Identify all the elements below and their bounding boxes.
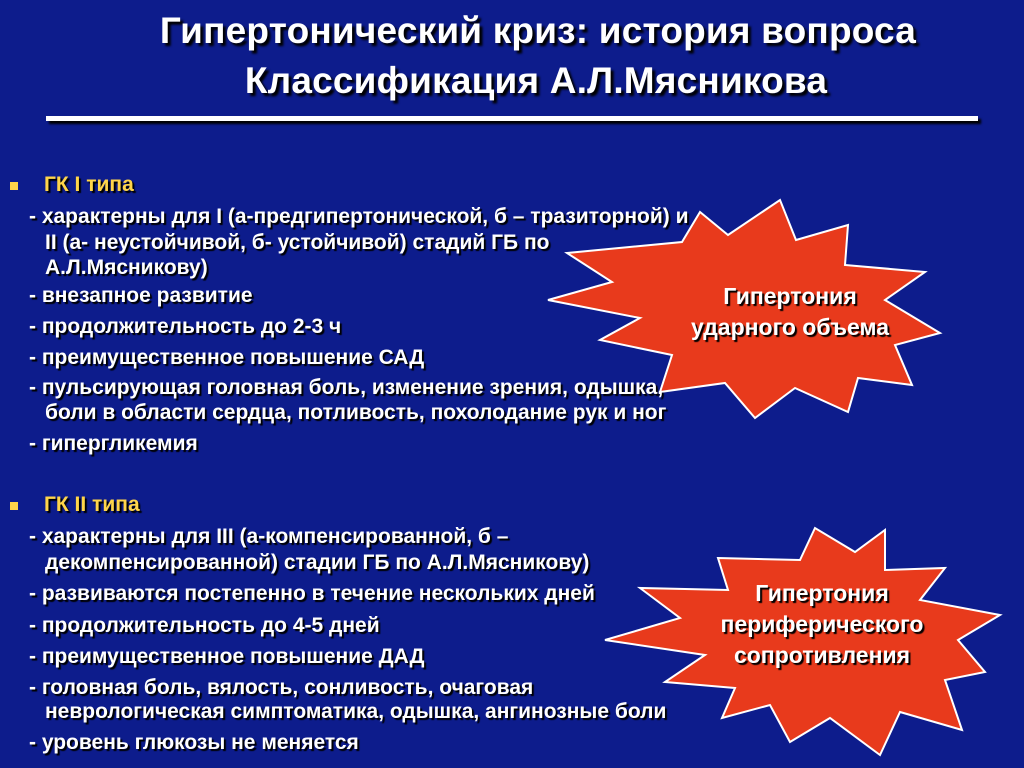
section-line: - пульсирующая головная боль, изменение зрения, одышка,: [29, 376, 664, 399]
bullet-icon: [10, 182, 18, 190]
section-line: - головная боль, вялость, сонливость, очаговая: [29, 676, 534, 699]
section-line: - гипергликемия: [29, 432, 198, 455]
section-line: - преимущественное повышение САД: [29, 346, 425, 369]
section-heading: ГК I типа: [44, 173, 134, 196]
section-line: - характерны для I (а-предгипертонической, б – тразиторной) и: [29, 205, 689, 228]
section-line: II (а- неустойчивой, б- устойчивой) стадий ГБ по: [45, 231, 550, 254]
callout-2-line3: сопротивления: [733, 642, 911, 668]
section-line: - развиваются постепенно в течение нескольких дней: [29, 582, 595, 605]
callout-2-line2: периферического: [720, 611, 924, 637]
section-line: - характерны для III (а-компенсированной, б –: [29, 525, 509, 548]
slide-title-line2: Классификация А.Л.Мясникова: [244, 60, 828, 101]
callout-1: [640, 281, 940, 343]
section-line: А.Л.Мясникову): [45, 256, 208, 279]
section-line: - уровень глюкозы не меняется: [29, 731, 359, 754]
bullet-icon: [10, 502, 18, 510]
section-line: - продолжительность до 2-3 ч: [29, 315, 342, 338]
callout-2-line1: Гипертония: [755, 580, 889, 606]
callout-2: [672, 578, 972, 671]
section-heading: ГК II типа: [44, 493, 140, 516]
slide-title-line1: Гипертонический криз: история вопроса: [159, 10, 917, 51]
section-line: декомпенсированной) стадии ГБ по А.Л.Мясникову): [45, 551, 590, 574]
callout-1-line2: ударного объема: [690, 314, 890, 340]
section-line: - продолжительность до 4-5 дней: [29, 614, 380, 637]
section-line: неврологическая симптоматика, одышка, ангинозные боли: [45, 700, 667, 723]
callout-1-line1: Гипертония: [723, 283, 857, 309]
section-line: - внезапное развитие: [29, 284, 253, 307]
section-line: боли в области сердца, потливость, похолодание рук и ног: [45, 401, 667, 424]
section-line: - преимущественное повышение ДАД: [29, 645, 425, 668]
